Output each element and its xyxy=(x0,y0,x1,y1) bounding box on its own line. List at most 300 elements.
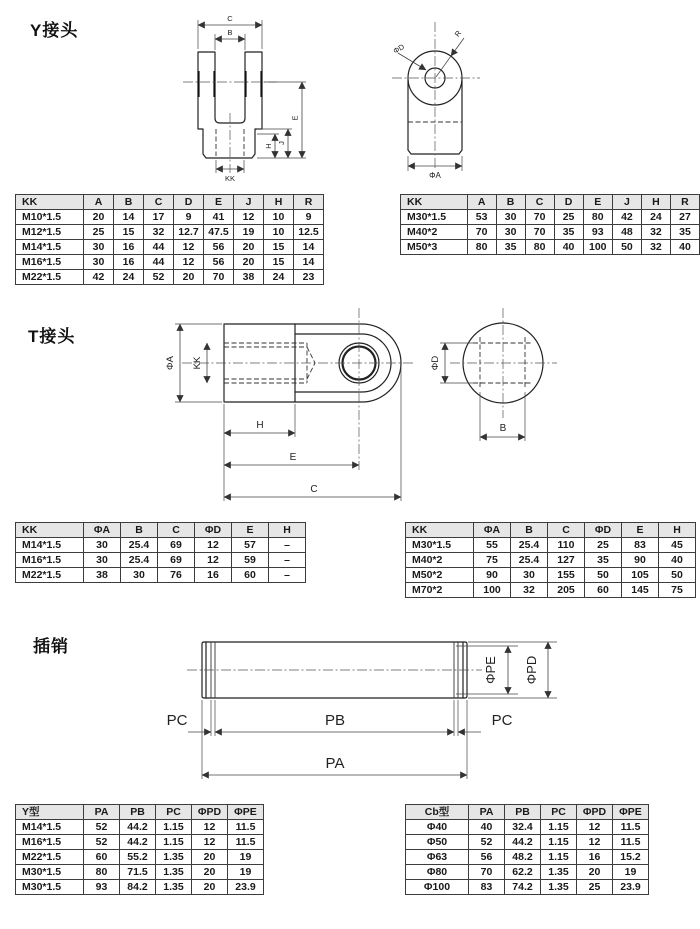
table-row xyxy=(16,240,324,255)
column-header: C xyxy=(158,523,195,538)
cell-value: 50 xyxy=(659,568,696,583)
column-header: ΦA xyxy=(84,523,121,538)
cell-value: 1.15 xyxy=(541,835,577,850)
cell-value: 20 xyxy=(84,210,114,225)
cell-value: 1.35 xyxy=(156,850,192,865)
cell-value: 30 xyxy=(121,568,158,583)
dim-label-pc-left: PC xyxy=(166,712,188,729)
cell-value: 30 xyxy=(84,553,121,568)
row-label: Φ80 xyxy=(406,865,469,880)
row-label: M50*2 xyxy=(406,568,474,583)
cell-value: 1.35 xyxy=(156,880,192,895)
row-label: Φ100 xyxy=(406,880,469,895)
cell-value: 69 xyxy=(158,553,195,568)
cell-value: 70 xyxy=(204,270,234,285)
cell-value: – xyxy=(269,538,306,553)
column-header: PC xyxy=(541,805,577,820)
column-header: ΦA xyxy=(474,523,511,538)
cell-value: 12 xyxy=(577,835,613,850)
cell-value: 23.9 xyxy=(613,880,649,895)
header-row xyxy=(16,523,306,538)
table-row xyxy=(401,210,700,225)
cell-value: 16 xyxy=(577,850,613,865)
dim-label-c: C xyxy=(310,484,318,495)
cell-value: 71.5 xyxy=(120,865,156,880)
cell-value: 93 xyxy=(84,880,120,895)
cell-value: 27 xyxy=(670,210,699,225)
column-header: ΦPE xyxy=(613,805,649,820)
cell-value: – xyxy=(269,553,306,568)
cell-value: 48.2 xyxy=(505,850,541,865)
table-row xyxy=(16,270,324,285)
cell-value: 70 xyxy=(525,210,554,225)
cell-value: 70 xyxy=(469,865,505,880)
dimension-c xyxy=(224,368,401,501)
t-joint-side-drawing xyxy=(425,300,580,460)
cell-value: 32 xyxy=(511,583,548,598)
column-header: R xyxy=(294,195,324,210)
cell-value: 20 xyxy=(234,255,264,270)
fork-outline xyxy=(198,52,262,158)
dim-label-h: H xyxy=(256,420,264,431)
cell-value: 17 xyxy=(144,210,174,225)
dimension-b xyxy=(215,28,245,50)
cell-value: 12 xyxy=(174,240,204,255)
column-header: E xyxy=(622,523,659,538)
dim-label-kk: KK xyxy=(192,356,203,370)
row-label: M16*1.5 xyxy=(16,255,84,270)
cell-value: 25 xyxy=(84,225,114,240)
table-row xyxy=(16,865,264,880)
column-header: J xyxy=(234,195,264,210)
cell-value: 35 xyxy=(496,240,525,255)
column-header: ΦPE xyxy=(228,805,264,820)
cell-value: 24 xyxy=(641,210,670,225)
column-header: KK xyxy=(16,523,84,538)
row-label: M30*1.5 xyxy=(16,880,84,895)
cell-value: 9 xyxy=(294,210,324,225)
cell-value: 23 xyxy=(294,270,324,285)
row-label: M14*1.5 xyxy=(16,820,84,835)
table-row xyxy=(406,583,696,598)
centerlines xyxy=(392,22,480,170)
column-header: Y型 xyxy=(16,805,84,820)
cell-value: 25.4 xyxy=(511,538,548,553)
cell-value: 24 xyxy=(264,270,294,285)
dimension-pb-pc xyxy=(167,700,513,736)
cell-value: 70 xyxy=(525,225,554,240)
column-header: B xyxy=(496,195,525,210)
cell-value: 25.4 xyxy=(121,553,158,568)
table-row xyxy=(406,568,696,583)
column-header: PA xyxy=(84,805,120,820)
column-header: A xyxy=(467,195,496,210)
cell-value: 12 xyxy=(192,820,228,835)
column-header: KK xyxy=(16,195,84,210)
table-row xyxy=(406,880,649,895)
cell-value: 14 xyxy=(294,240,324,255)
cell-value: 1.15 xyxy=(541,820,577,835)
column-header: H xyxy=(659,523,696,538)
cell-value: 16 xyxy=(114,255,144,270)
cell-value: 12 xyxy=(195,538,232,553)
row-label: M50*3 xyxy=(401,240,468,255)
cell-value: 44 xyxy=(144,240,174,255)
cell-value: 35 xyxy=(554,225,583,240)
table-row xyxy=(16,568,306,583)
cell-value: 14 xyxy=(114,210,144,225)
cell-value: 83 xyxy=(469,880,505,895)
cell-value: 12.7 xyxy=(174,225,204,240)
column-header: KK xyxy=(401,195,468,210)
cell-value: 40 xyxy=(670,240,699,255)
column-header: H xyxy=(641,195,670,210)
cell-value: 25 xyxy=(585,538,622,553)
column-header: PB xyxy=(120,805,156,820)
row-label: M14*1.5 xyxy=(16,538,84,553)
cell-value: 30 xyxy=(496,210,525,225)
cell-value: 15 xyxy=(264,240,294,255)
cell-value: 44 xyxy=(144,255,174,270)
column-header: ΦPD xyxy=(577,805,613,820)
cell-value: 12 xyxy=(195,553,232,568)
cell-value: 11.5 xyxy=(228,820,264,835)
cell-value: 12 xyxy=(192,835,228,850)
column-header: H xyxy=(264,195,294,210)
table-row xyxy=(406,850,649,865)
cell-value: 10 xyxy=(264,225,294,240)
table-row xyxy=(406,820,649,835)
cell-value: 75 xyxy=(659,583,696,598)
cell-value: 45 xyxy=(659,538,696,553)
table-row xyxy=(406,553,696,568)
cell-value: 32 xyxy=(641,225,670,240)
cell-value: 100 xyxy=(474,583,511,598)
cell-value: 56 xyxy=(469,850,505,865)
table-row xyxy=(16,880,264,895)
cell-value: 11.5 xyxy=(613,820,649,835)
dim-label-pc-right: PC xyxy=(491,712,513,729)
cell-value: 20 xyxy=(234,240,264,255)
cell-value: 93 xyxy=(583,225,612,240)
cell-value: 38 xyxy=(84,568,121,583)
dimension-h xyxy=(224,404,295,437)
cell-value: 12 xyxy=(234,210,264,225)
cell-value: 40 xyxy=(659,553,696,568)
cell-value: 40 xyxy=(554,240,583,255)
table-row xyxy=(16,255,324,270)
cell-value: 11.5 xyxy=(613,835,649,850)
cell-value: 15 xyxy=(114,225,144,240)
dim-label-pb: PB xyxy=(324,712,346,729)
cell-value: 1.35 xyxy=(541,880,577,895)
row-label: M40*2 xyxy=(401,225,468,240)
cell-value: – xyxy=(269,568,306,583)
cell-value: 30 xyxy=(511,568,548,583)
column-header: PB xyxy=(505,805,541,820)
cell-value: 44.2 xyxy=(505,835,541,850)
cell-value: 32 xyxy=(144,225,174,240)
column-header: R xyxy=(670,195,699,210)
t-joint-table-left xyxy=(15,522,306,583)
cell-value: 52 xyxy=(84,820,120,835)
cell-value: 35 xyxy=(670,225,699,240)
cell-value: 41 xyxy=(204,210,234,225)
column-header: PA xyxy=(469,805,505,820)
table-row xyxy=(401,225,700,240)
cell-value: 19 xyxy=(228,850,264,865)
dim-label-phi-d: ΦD xyxy=(391,42,406,56)
dim-label-b: B xyxy=(227,28,233,37)
column-header: B xyxy=(121,523,158,538)
cell-value: 56 xyxy=(204,240,234,255)
cell-value: 80 xyxy=(525,240,554,255)
column-header: C xyxy=(525,195,554,210)
cell-value: 44.2 xyxy=(120,820,156,835)
dim-label-phi-d: ΦD xyxy=(430,355,441,371)
table-row xyxy=(16,225,324,240)
column-header: J xyxy=(612,195,641,210)
centerlines xyxy=(450,308,557,418)
cell-value: 15.2 xyxy=(613,850,649,865)
cell-value: 60 xyxy=(84,850,120,865)
column-header: B xyxy=(114,195,144,210)
cell-value: 75 xyxy=(474,553,511,568)
cell-value: 1.35 xyxy=(541,865,577,880)
t-joint-table-right xyxy=(405,522,696,598)
dim-label-phi-a: ΦA xyxy=(165,356,176,370)
column-header: E xyxy=(583,195,612,210)
row-label: M30*1.5 xyxy=(406,538,474,553)
column-header: KK xyxy=(406,523,474,538)
pin-drawing xyxy=(150,618,560,793)
cell-value: 25.4 xyxy=(511,553,548,568)
y-joint-front-drawing xyxy=(175,5,360,190)
cell-value: 40 xyxy=(469,820,505,835)
cell-value: 42 xyxy=(612,210,641,225)
y-joint-table-left xyxy=(15,194,324,285)
cell-value: 30 xyxy=(84,538,121,553)
dim-label-pa: PA xyxy=(325,755,345,772)
column-header: E xyxy=(204,195,234,210)
cell-value: 60 xyxy=(585,583,622,598)
cell-value: 30 xyxy=(84,255,114,270)
cell-value: 1.15 xyxy=(156,835,192,850)
cell-value: 32 xyxy=(641,240,670,255)
dimension-j xyxy=(257,129,292,158)
cell-value: 1.15 xyxy=(156,820,192,835)
cell-value: 69 xyxy=(158,538,195,553)
dimension-e xyxy=(224,437,359,469)
row-label: M22*1.5 xyxy=(16,850,84,865)
header-row xyxy=(16,805,264,820)
pin-table-left xyxy=(15,804,264,895)
dim-label-e: E xyxy=(290,115,300,121)
row-label: M30*1.5 xyxy=(401,210,468,225)
cell-value: 60 xyxy=(232,568,269,583)
row-label: Φ63 xyxy=(406,850,469,865)
column-header: D xyxy=(554,195,583,210)
cell-value: 12.5 xyxy=(294,225,324,240)
cell-value: 52 xyxy=(469,835,505,850)
cell-value: 30 xyxy=(84,240,114,255)
column-header: A xyxy=(84,195,114,210)
cell-value: 145 xyxy=(622,583,659,598)
table-row xyxy=(16,820,264,835)
cell-value: 16 xyxy=(114,240,144,255)
cell-value: 105 xyxy=(622,568,659,583)
dim-label-kk: KK xyxy=(224,174,236,183)
cell-value: 20 xyxy=(192,850,228,865)
cell-value: 80 xyxy=(84,865,120,880)
cell-value: 50 xyxy=(612,240,641,255)
row-label: Φ50 xyxy=(406,835,469,850)
cell-value: 1.15 xyxy=(541,850,577,865)
cell-value: 30 xyxy=(496,225,525,240)
column-header: ΦD xyxy=(585,523,622,538)
pin-table-right xyxy=(405,804,649,895)
cell-value: 80 xyxy=(583,210,612,225)
cell-value: 44.2 xyxy=(120,835,156,850)
table-row xyxy=(16,553,306,568)
cell-value: 76 xyxy=(158,568,195,583)
cell-value: 20 xyxy=(174,270,204,285)
row-label: M40*2 xyxy=(406,553,474,568)
t-joint-front-drawing xyxy=(130,300,420,510)
table-row xyxy=(16,850,264,865)
cell-value: 15 xyxy=(264,255,294,270)
dimension-h xyxy=(257,134,279,158)
cell-value: 35 xyxy=(585,553,622,568)
cell-value: 74.2 xyxy=(505,880,541,895)
cell-value: 24 xyxy=(114,270,144,285)
cell-value: 23.9 xyxy=(228,880,264,895)
row-label: M70*2 xyxy=(406,583,474,598)
section-title-t-joint: T接头 xyxy=(28,327,76,346)
cell-value: 47.5 xyxy=(204,225,234,240)
table-row xyxy=(401,240,700,255)
cell-value: 25 xyxy=(554,210,583,225)
cell-value: 110 xyxy=(548,538,585,553)
cell-value: 52 xyxy=(144,270,174,285)
dim-label-r: R xyxy=(452,28,464,39)
row-label: M22*1.5 xyxy=(16,270,84,285)
dim-label-c: C xyxy=(227,14,233,23)
row-label: M14*1.5 xyxy=(16,240,84,255)
cell-value: 155 xyxy=(548,568,585,583)
cell-value: 59 xyxy=(232,553,269,568)
header-row xyxy=(406,805,649,820)
row-label: M10*1.5 xyxy=(16,210,84,225)
section-title-pin: 插销 xyxy=(33,637,69,656)
column-header: C xyxy=(144,195,174,210)
cell-value: 53 xyxy=(467,210,496,225)
dim-label-phi-pd: ΦPD xyxy=(524,655,539,685)
row-label: Φ40 xyxy=(406,820,469,835)
cell-value: 62.2 xyxy=(505,865,541,880)
centerlines xyxy=(183,82,277,173)
cell-value: 25.4 xyxy=(121,538,158,553)
section-title-y-joint: Y接头 xyxy=(30,21,79,40)
dim-label-b: B xyxy=(499,423,507,434)
cell-value: 19 xyxy=(234,225,264,240)
cell-value: 42 xyxy=(84,270,114,285)
cell-value: 70 xyxy=(467,225,496,240)
cell-value: 19 xyxy=(613,865,649,880)
cell-value: 52 xyxy=(84,835,120,850)
cell-value: 83 xyxy=(622,538,659,553)
cell-value: 20 xyxy=(577,865,613,880)
cell-value: 10 xyxy=(264,210,294,225)
dim-label-phi-pe: ΦPE xyxy=(483,656,498,684)
cell-value: 55.2 xyxy=(120,850,156,865)
column-header: ΦPD xyxy=(192,805,228,820)
cell-value: 9 xyxy=(174,210,204,225)
cell-value: 80 xyxy=(467,240,496,255)
cell-value: 90 xyxy=(622,553,659,568)
cell-value: 205 xyxy=(548,583,585,598)
cell-value: 100 xyxy=(583,240,612,255)
cell-value: 16 xyxy=(195,568,232,583)
cell-value: 14 xyxy=(294,255,324,270)
cell-value: 55 xyxy=(474,538,511,553)
cell-value: 90 xyxy=(474,568,511,583)
column-header: D xyxy=(174,195,204,210)
cell-value: 50 xyxy=(585,568,622,583)
dim-label-e: E xyxy=(289,452,297,463)
row-label: M16*1.5 xyxy=(16,553,84,568)
column-header: PC xyxy=(156,805,192,820)
cell-value: 48 xyxy=(612,225,641,240)
cell-value: 12 xyxy=(174,255,204,270)
dim-label-j: J xyxy=(277,141,286,145)
table-row xyxy=(16,835,264,850)
column-header: C xyxy=(548,523,585,538)
header-row xyxy=(401,195,700,210)
column-header: H xyxy=(269,523,306,538)
dim-label-phi-a: ΦA xyxy=(429,171,441,180)
row-label: M30*1.5 xyxy=(16,865,84,880)
y-joint-side-drawing xyxy=(380,10,520,185)
column-header: E xyxy=(232,523,269,538)
cell-value: 20 xyxy=(192,880,228,895)
column-header: B xyxy=(511,523,548,538)
cell-value: 11.5 xyxy=(228,835,264,850)
table-row xyxy=(406,538,696,553)
cell-value: 127 xyxy=(548,553,585,568)
table-row xyxy=(406,865,649,880)
column-header: ΦD xyxy=(195,523,232,538)
dimension-phi-d xyxy=(392,42,426,70)
column-header: Cb型 xyxy=(406,805,469,820)
row-label: M16*1.5 xyxy=(16,835,84,850)
table-row xyxy=(16,210,324,225)
dim-label-h: H xyxy=(264,143,273,149)
cell-value: 56 xyxy=(204,255,234,270)
cell-value: 20 xyxy=(192,865,228,880)
cell-value: 25 xyxy=(577,880,613,895)
header-row xyxy=(16,195,324,210)
header-row xyxy=(406,523,696,538)
row-label: M12*1.5 xyxy=(16,225,84,240)
centerlines xyxy=(182,308,415,470)
cell-value: 57 xyxy=(232,538,269,553)
y-joint-table-right xyxy=(400,194,700,255)
table-row xyxy=(16,538,306,553)
cell-value: 19 xyxy=(228,865,264,880)
cell-value: 1.35 xyxy=(156,865,192,880)
row-label: M22*1.5 xyxy=(16,568,84,583)
